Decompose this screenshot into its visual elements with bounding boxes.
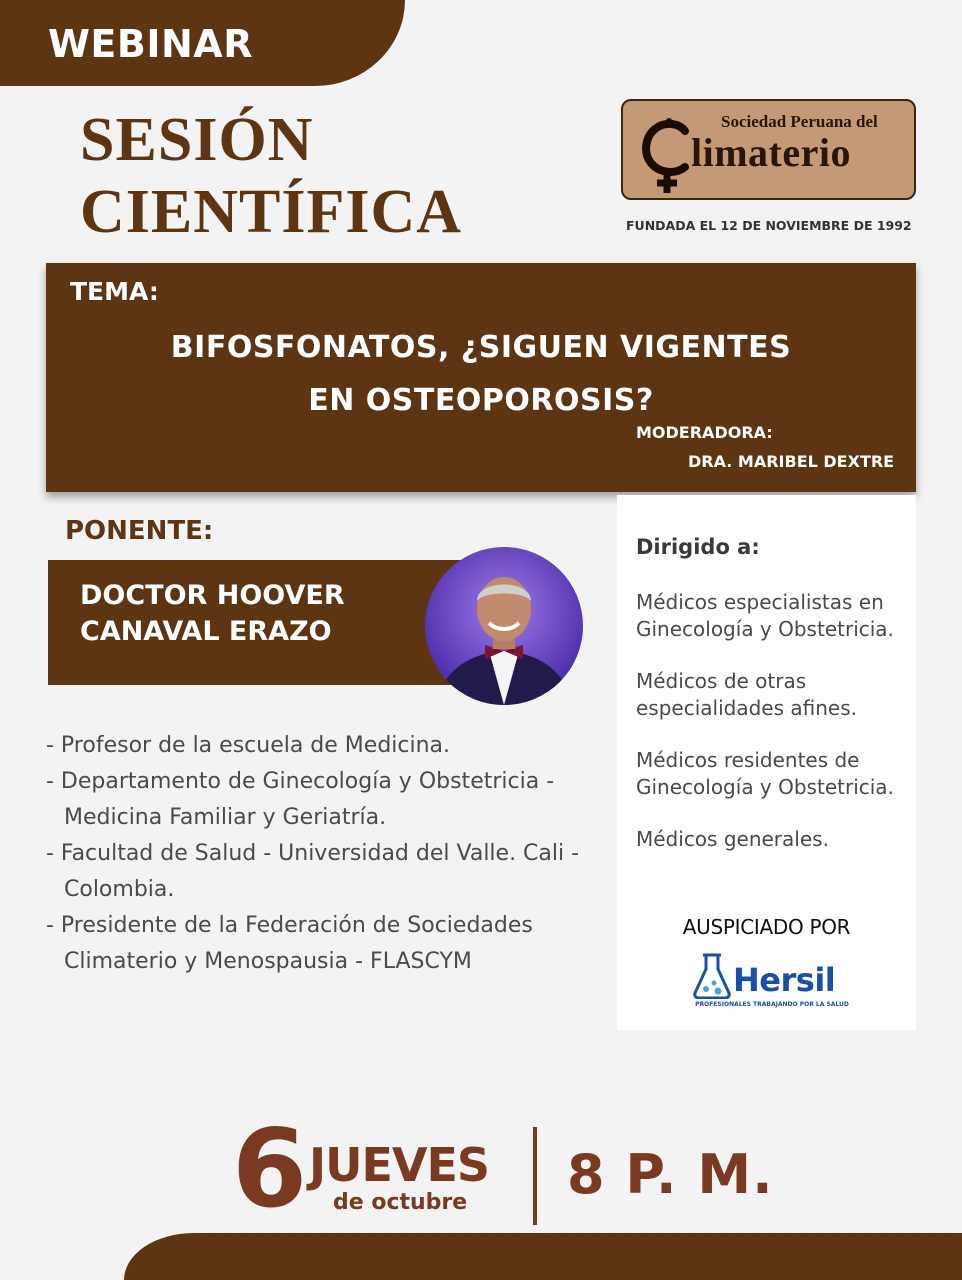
topic-title-line2: EN OSTEOPOROSIS? — [308, 383, 654, 418]
topic-label: TEMA: — [70, 277, 159, 306]
sponsor-label: AUSPICIADO POR — [682, 915, 851, 939]
audience-item: Médicos especialistas en Ginecología y Obstetricia. — [636, 590, 894, 641]
bio-item: - Facultad de Salud - Universidad del Valle. Cali -Colombia. — [46, 841, 580, 902]
speaker-name-line2: CANAVAL ERAZO — [80, 616, 332, 647]
event-weekday: JUEVES — [309, 1138, 490, 1192]
audience-item: Médicos de otras especialidades afines. — [636, 669, 857, 720]
session-title — [80, 104, 462, 248]
session-title-line2: CIENTÍFICA — [80, 178, 463, 246]
bio-item: - Profesor de la escuela de Medicina. — [46, 733, 451, 758]
bio-item: - Departamento de Ginecología y Obstetricia - Medicina Familiar y Geriatría. — [46, 769, 555, 830]
audience-item: Médicos generales. — [636, 827, 829, 851]
moderator-name: DRA. MARIBEL DEXTRE — [688, 452, 895, 471]
logo-climaterio: limaterio — [691, 130, 851, 175]
topic-title-line1: BIFOSFONATOS, ¿SIGUEN VIGENTES — [170, 330, 792, 365]
flask-icon — [692, 953, 732, 999]
speaker-photo — [425, 547, 583, 705]
logo-society-name: Sociedad Peruana del — [721, 112, 878, 131]
bio-item: - Presidente de la Federación de Sociedades Climaterio y Menospausia - FLASCYM — [46, 913, 533, 974]
session-title-line1: SESIÓN — [80, 106, 314, 174]
sponsor-logo — [692, 953, 852, 1015]
date-divider — [533, 1127, 537, 1225]
audience-item: Médicos residentes de Ginecología y Obstetricia. — [636, 748, 894, 799]
audience-title: Dirigido a: — [636, 535, 760, 559]
speaker-name — [80, 578, 345, 650]
audience-panel — [617, 495, 916, 1030]
event-time: 8 P. M. — [567, 1143, 774, 1206]
topic-title — [46, 321, 916, 427]
event-day: 6 — [232, 1107, 305, 1232]
event-month: de octubre — [333, 1190, 468, 1215]
speaker-name-line1: DOCTOR HOOVER — [80, 580, 345, 611]
bottom-band — [124, 1233, 962, 1280]
speaker-bio-list — [46, 728, 606, 980]
sponsor-tagline: PROFESIONALES TRABAJANDO POR LA SALUD — [695, 1001, 849, 1008]
speaker-name-bar — [48, 560, 488, 685]
society-logo — [621, 99, 916, 200]
speaker-label: PONENTE: — [65, 516, 214, 546]
sponsor-name: Hersil — [733, 961, 836, 999]
topic-banner — [46, 263, 916, 492]
founded-date: FUNDADA EL 12 DE NOVIEMBRE DE 1992 — [626, 218, 912, 233]
moderator-label: MODERADORA: — [636, 423, 773, 442]
webinar-label: WEBINAR — [48, 22, 253, 66]
